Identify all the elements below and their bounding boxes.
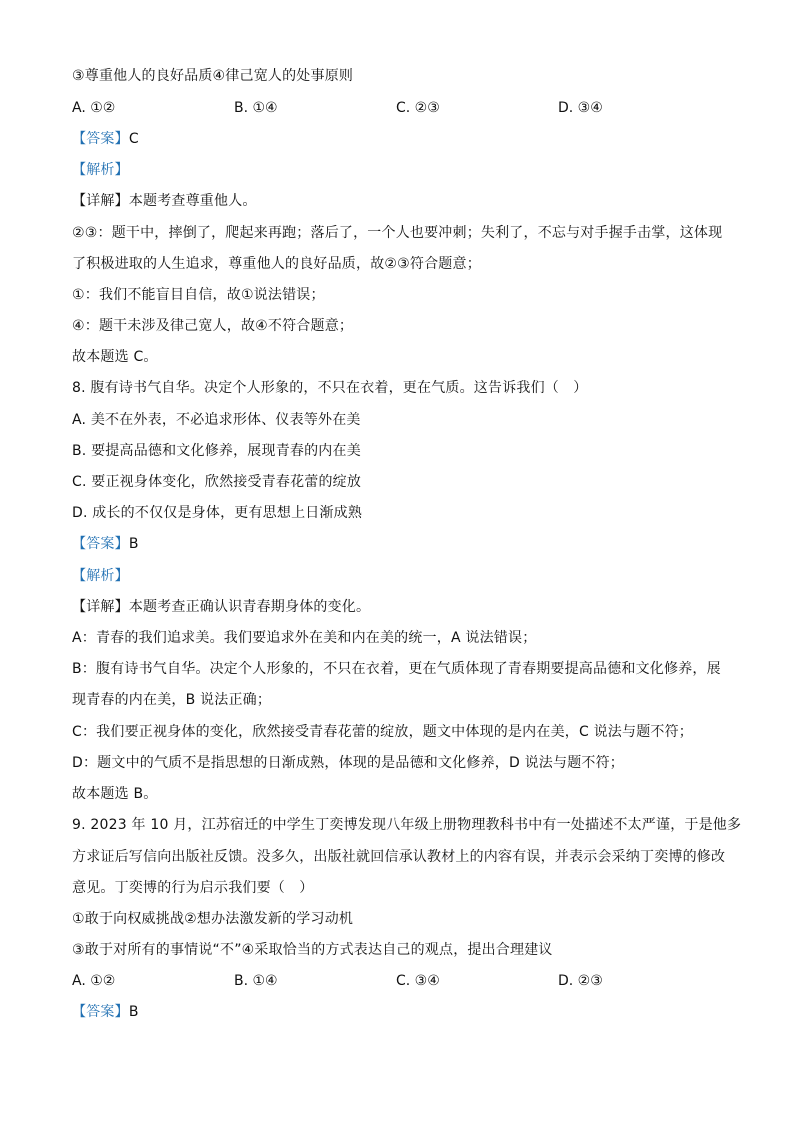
answer-tag: 【答案】 <box>72 536 129 552</box>
answer-tag: 【答案】 <box>72 131 129 147</box>
q8-paragraph-d: D：题文中的气质不是指思想的日渐成熟，体现的是品德和文化修养，D 说法与题不符； <box>72 755 625 771</box>
q8-option-a: A. 美不在外表，不必追求形体、仪表等外在美 <box>72 412 361 428</box>
detail-text: 本题考查尊重他人。 <box>128 193 257 209</box>
q7-statements-3-4: ③尊重他人的良好品质④律己宽人的处事原则 <box>72 68 354 84</box>
q9-option-b: B. ①④ <box>234 973 278 989</box>
q7-paragraph-4: ④：题干未涉及律己宽人，故④不符合题意； <box>72 318 354 334</box>
q7-option-d: D. ③④ <box>558 100 603 116</box>
q7-conclusion: 故本题选 C。 <box>72 349 158 365</box>
q9-option-c: C. ③④ <box>396 973 440 989</box>
q7-paragraph-2: 了积极进取的人生追求，尊重他人的良好品质，故②③符合题意； <box>72 256 481 272</box>
q8-analysis-tag: 【解析】 <box>72 568 129 584</box>
q7-paragraph-1: ②③：题干中，摔倒了，爬起来再跑；落后了，一个人也要冲刺；失利了，不忘与对手握手击掌，这体现 <box>72 225 723 241</box>
q8-paragraph-b-line1: B：腹有诗书气自华。决定个人形象的，不只在衣着，更在气质体现了青春期要提高品德和文化修养，展 <box>72 661 721 677</box>
detail-tag: 【详解】 <box>72 599 129 615</box>
q8-paragraph-c: C：我们要正视身体的变化，欣然接受青春花蕾的绽放，题文中体现的是内在美，C 说法与题不符； <box>72 724 693 740</box>
q7-option-a: A. ①② <box>72 100 116 116</box>
answer-tag: 【答案】 <box>72 1004 129 1020</box>
answer-value: C <box>128 131 139 147</box>
q8-option-d: D. 成长的不仅仅是身体，更有思想上日渐成熟 <box>72 505 363 521</box>
q9-answer <box>72 1002 139 1022</box>
q8-paragraph-a: A：青春的我们追求美。我们要追求外在美和内在美的统一，A 说法错误； <box>72 630 537 646</box>
q7-option-b: B. ①④ <box>234 100 278 116</box>
q7-analysis-tag: 【解析】 <box>72 162 129 178</box>
q9-option-d: D. ②③ <box>558 973 603 989</box>
q9-stem-line2: 方求证后写信向出版社反馈。没多久，出版社就回信承认教材上的内容有误，并表示会采纳丁奕博的修改 <box>72 849 726 865</box>
q9-statements-3-4: ③敢于对所有的事情说“不”④采取恰当的方式表达自己的观点，提出合理建议 <box>72 942 553 958</box>
q9-statements-1-2: ①敢于向权威挑战②想办法激发新的学习动机 <box>72 911 354 927</box>
q9-stem-line3: 意见。丁奕博的行为启示我们要（ ） <box>72 880 314 896</box>
q8-paragraph-b-line2: 现青春的内在美，B 说法正确； <box>72 692 272 708</box>
q7-paragraph-3: ①：我们不能盲目自信，故①说法错误； <box>72 287 325 303</box>
q8-detail <box>72 597 370 617</box>
q7-option-c: C. ②③ <box>396 100 440 116</box>
answer-value: B <box>128 1004 139 1020</box>
q7-detail <box>72 191 257 211</box>
q8-stem: 8. 腹有诗书气自华。决定个人形象的，不只在衣着，更在气质。这告诉我们（ ） <box>72 380 588 396</box>
q9-stem-line1: 9. 2023 年 10 月，江苏宿迁的中学生丁奕博发现八年级上册物理教科书中有一处描述不太严谨，于是他多 <box>72 817 742 833</box>
q8-answer <box>72 534 139 554</box>
q8-option-b: B. 要提高品德和文化修养，展现青春的内在美 <box>72 443 361 459</box>
detail-text: 本题考查正确认识青春期身体的变化。 <box>128 599 371 615</box>
q8-option-c: C. 要正视身体变化，欣然接受青春花蕾的绽放 <box>72 474 362 490</box>
answer-value: B <box>128 536 139 552</box>
q7-answer <box>72 129 139 149</box>
q9-option-a: A. ①② <box>72 973 116 989</box>
q8-conclusion: 故本题选 B。 <box>72 786 158 802</box>
detail-tag: 【详解】 <box>72 193 129 209</box>
